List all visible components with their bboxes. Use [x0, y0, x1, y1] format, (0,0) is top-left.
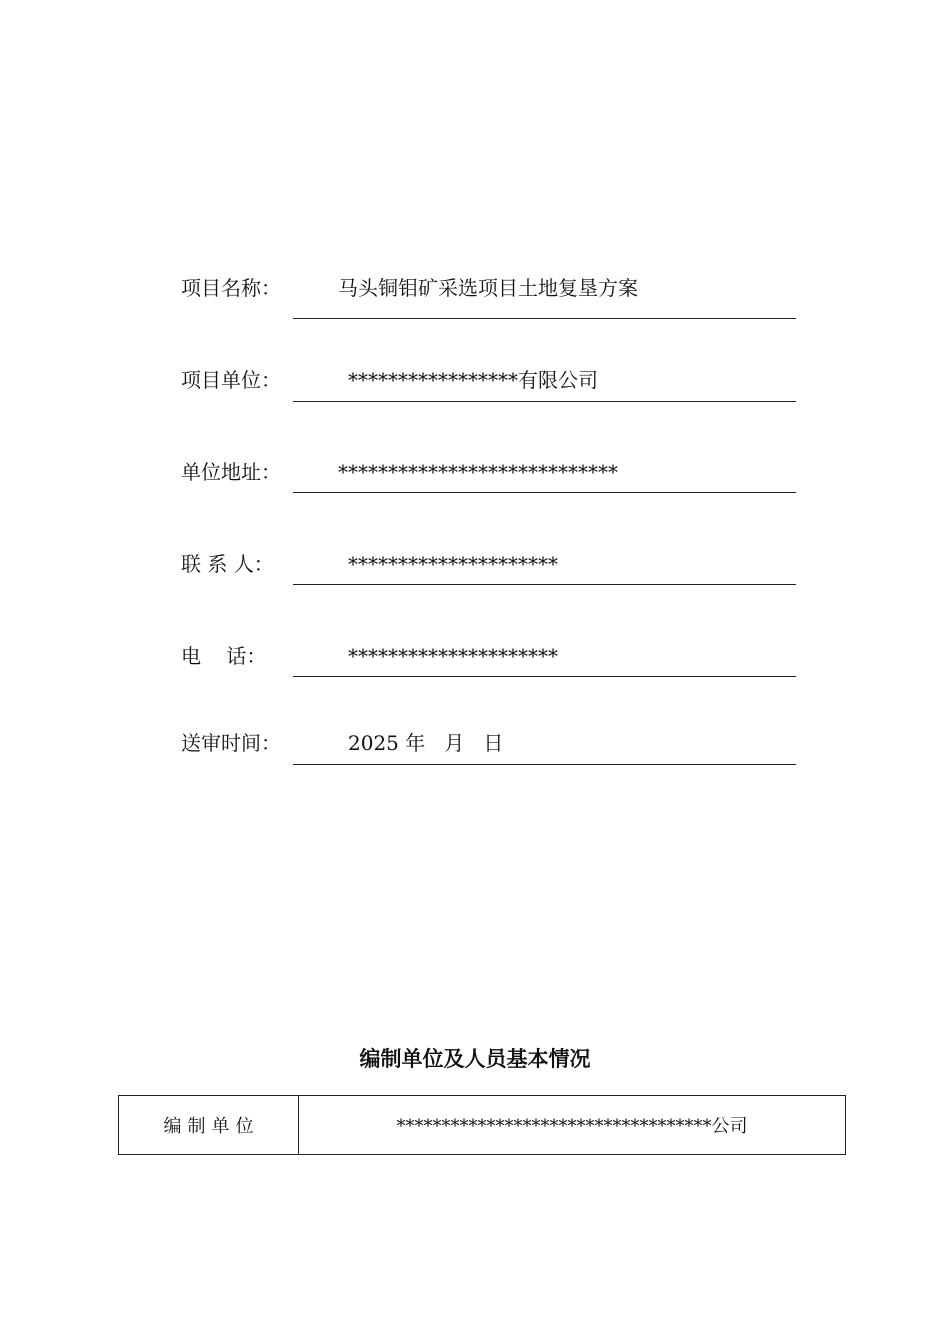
contact-person-value: ********************* — [348, 552, 558, 576]
unit-address-value: **************************** — [338, 460, 618, 484]
submission-date-underline — [293, 764, 796, 765]
submission-date-value: 2025 年 月 日 — [348, 731, 504, 755]
project-unit-value: *****************有限公司 — [348, 368, 598, 392]
unit-address-label: 单位地址： — [181, 460, 281, 484]
phone-label: 电 话： — [181, 644, 267, 668]
project-name-underline — [293, 318, 796, 319]
submission-date-label: 送审时间： — [181, 731, 281, 755]
compiler-unit-label: 编制单位 — [119, 1096, 299, 1154]
phone-value: ********************* — [348, 644, 558, 668]
project-name-label: 项目名称： — [181, 276, 281, 300]
project-name-value: 马头铜钼矿采选项目土地复垦方案 — [338, 276, 638, 300]
project-unit-label: 项目单位： — [181, 368, 281, 392]
section-title: 编制单位及人员基本情况 — [359, 1046, 591, 1071]
project-unit-underline — [293, 401, 796, 402]
contact-person-label: 联 系 人： — [181, 552, 274, 576]
phone-underline — [293, 676, 796, 677]
contact-person-underline — [293, 584, 796, 585]
unit-address-underline — [293, 492, 796, 493]
compiler-unit-value: ***********************************公司 — [396, 1116, 748, 1137]
compiler-info-table — [118, 1095, 846, 1155]
